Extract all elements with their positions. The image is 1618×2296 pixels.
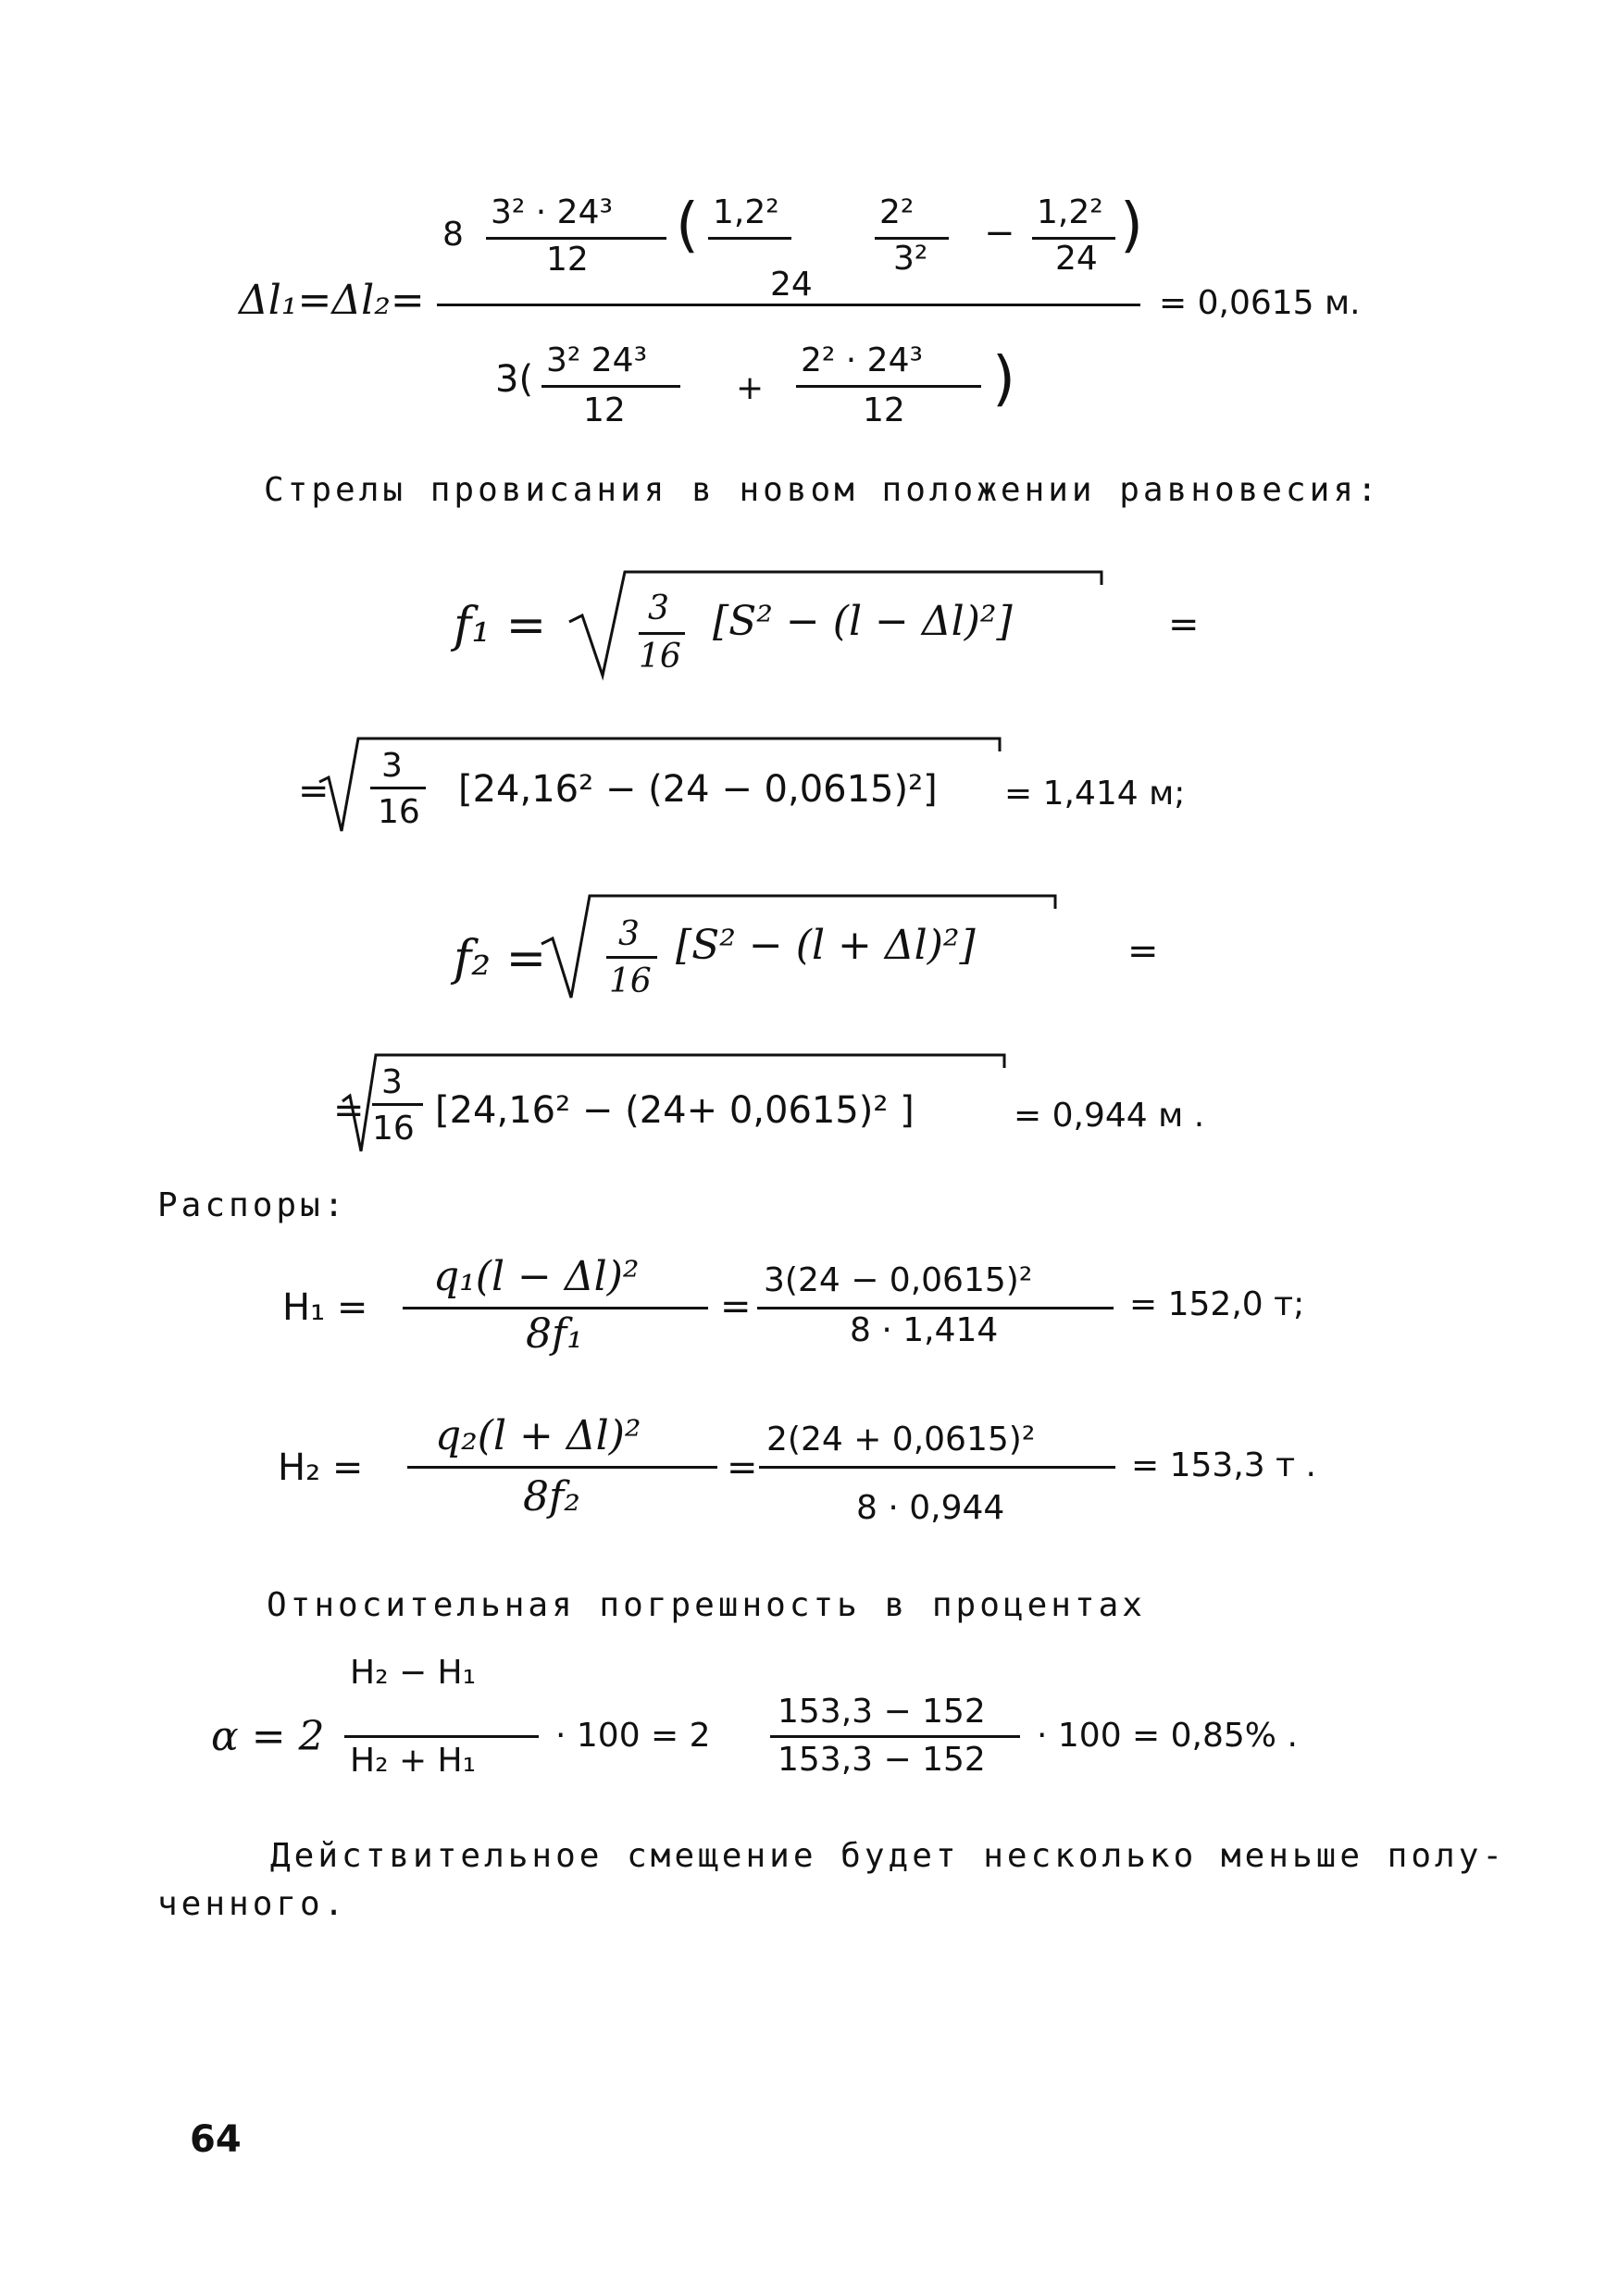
alpha-lhs: α = 2 <box>211 1713 325 1760</box>
h2-frac1-top: q₂(l + Δl)² <box>435 1412 641 1459</box>
alpha-mid: · 100 = 2 <box>555 1717 711 1755</box>
f2n-frac-bot: 16 <box>372 1110 415 1148</box>
p2-bot: 3² <box>893 240 928 278</box>
f2-body: [S² − (l + Δl)²] <box>676 922 976 969</box>
alpha-frac2-top: 153,3 − 152 <box>778 1693 986 1731</box>
h1-frac2-line <box>757 1307 1114 1309</box>
h1-frac1-bot: 8f₁ <box>526 1310 583 1358</box>
num-frac-line <box>486 237 666 240</box>
delta-lhs: Δl₁=Δl₂= <box>239 277 425 324</box>
f1n-frac-bot: 16 <box>378 793 420 831</box>
h1-frac1-top: q₁(l − Δl)² <box>433 1253 640 1300</box>
d1-line <box>541 385 680 388</box>
f2-frac-line <box>606 956 657 959</box>
f2n-result: = 0,944 м . <box>1014 1097 1205 1135</box>
text-thrusts: Распоры: <box>157 1186 348 1224</box>
f1n-frac-line <box>370 787 426 789</box>
f1n-eq: = <box>298 770 330 813</box>
den-coef: 3( <box>495 358 534 401</box>
delta-result: = 0,0615 м. <box>1159 284 1361 322</box>
main-fraction-line <box>437 304 1140 306</box>
f1-frac-top: 3 <box>648 590 669 627</box>
f1-frac-bot: 16 <box>639 638 681 676</box>
h1-result: = 152,0 т; <box>1129 1285 1305 1323</box>
f2-lhs: f₂ = <box>454 931 547 987</box>
h2-frac2-bot: 8 · 0,944 <box>856 1489 1005 1527</box>
paren-close: ) <box>1120 192 1143 260</box>
f2-frac-bot: 16 <box>609 962 652 1000</box>
f2n-frac-top: 3 <box>381 1063 403 1101</box>
alpha-frac1-line <box>344 1735 539 1738</box>
p3-bot: 24 <box>1055 240 1098 278</box>
alpha-frac2-bot: 153,3 − 152 <box>778 1741 986 1779</box>
alpha-result: · 100 = 0,85% . <box>1037 1717 1298 1755</box>
h1-frac2-top: 3(24 − 0,0615)² <box>764 1261 1033 1299</box>
num-frac-bot: 12 <box>546 241 589 279</box>
p1-top: 1,2² <box>713 193 779 231</box>
f1n-frac-top: 3 <box>381 747 403 785</box>
f2n-frac-line <box>372 1103 423 1106</box>
f2-eq: = <box>1127 930 1159 973</box>
f1-frac-line <box>639 632 685 635</box>
h2-frac2-top: 2(24 + 0,0615)² <box>766 1421 1036 1458</box>
h2-result: = 153,3 т . <box>1131 1446 1316 1484</box>
f1-body: [S² − (l − Δl)²] <box>713 598 1013 645</box>
paren-open: ( <box>676 192 699 260</box>
num-frac-top: 3² · 24³ <box>491 193 613 231</box>
d1-bot: 12 <box>583 391 626 429</box>
d1-top: 3² 24³ <box>546 341 648 379</box>
h2-lhs: H₂ = <box>278 1446 364 1489</box>
p1-bot: 24 <box>770 266 813 304</box>
h2-frac1-line <box>407 1466 717 1469</box>
h2-frac2-line <box>759 1466 1115 1469</box>
den-close: ) <box>992 345 1015 414</box>
h1-eq: = <box>720 1285 752 1328</box>
p3-top: 1,2² <box>1037 193 1103 231</box>
alpha-frac2-line <box>770 1735 1020 1738</box>
f2-frac-top: 3 <box>618 915 640 953</box>
minus-sign: − <box>984 212 1015 254</box>
f1-lhs: f₁ = <box>454 598 547 653</box>
h2-eq: = <box>727 1446 758 1489</box>
f1-eq: = <box>1168 603 1200 646</box>
h1-frac1-line <box>403 1307 708 1309</box>
num-coef: 8 <box>442 216 464 254</box>
d2-line <box>796 385 981 388</box>
text-conclusion-line1: Действительное смещение будет несколько меньше полу- <box>270 1837 1507 1875</box>
d2-top: 2² · 24³ <box>801 341 923 379</box>
page-number: 64 <box>190 2118 242 2161</box>
p1-line <box>708 237 791 240</box>
text-sag-arrows: Стрелы провисания в новом положении равновесия: <box>264 471 1381 509</box>
p2-top: 2² <box>879 193 915 231</box>
f1n-body: [24,16² − (24 − 0,0615)²] <box>458 768 938 811</box>
h1-lhs: H₁ = <box>282 1286 368 1329</box>
alpha-frac1-bot: H₂ + H₁ <box>350 1742 477 1780</box>
f2n-eq: = <box>333 1089 365 1132</box>
h1-frac2-bot: 8 · 1,414 <box>850 1311 999 1349</box>
h2-frac1-bot: 8f₂ <box>523 1473 580 1520</box>
alpha-frac1-top: H₂ − H₁ <box>350 1654 477 1692</box>
text-relative-error: Относительная погрешность в процентах <box>267 1586 1146 1624</box>
d2-bot: 12 <box>863 391 905 429</box>
text-conclusion-line2: ченного. <box>157 1885 348 1923</box>
plus-sign: + <box>736 369 765 407</box>
f2n-body: [24,16² − (24+ 0,0615)² ] <box>435 1089 915 1132</box>
f1n-result: = 1,414 м; <box>1004 775 1186 813</box>
